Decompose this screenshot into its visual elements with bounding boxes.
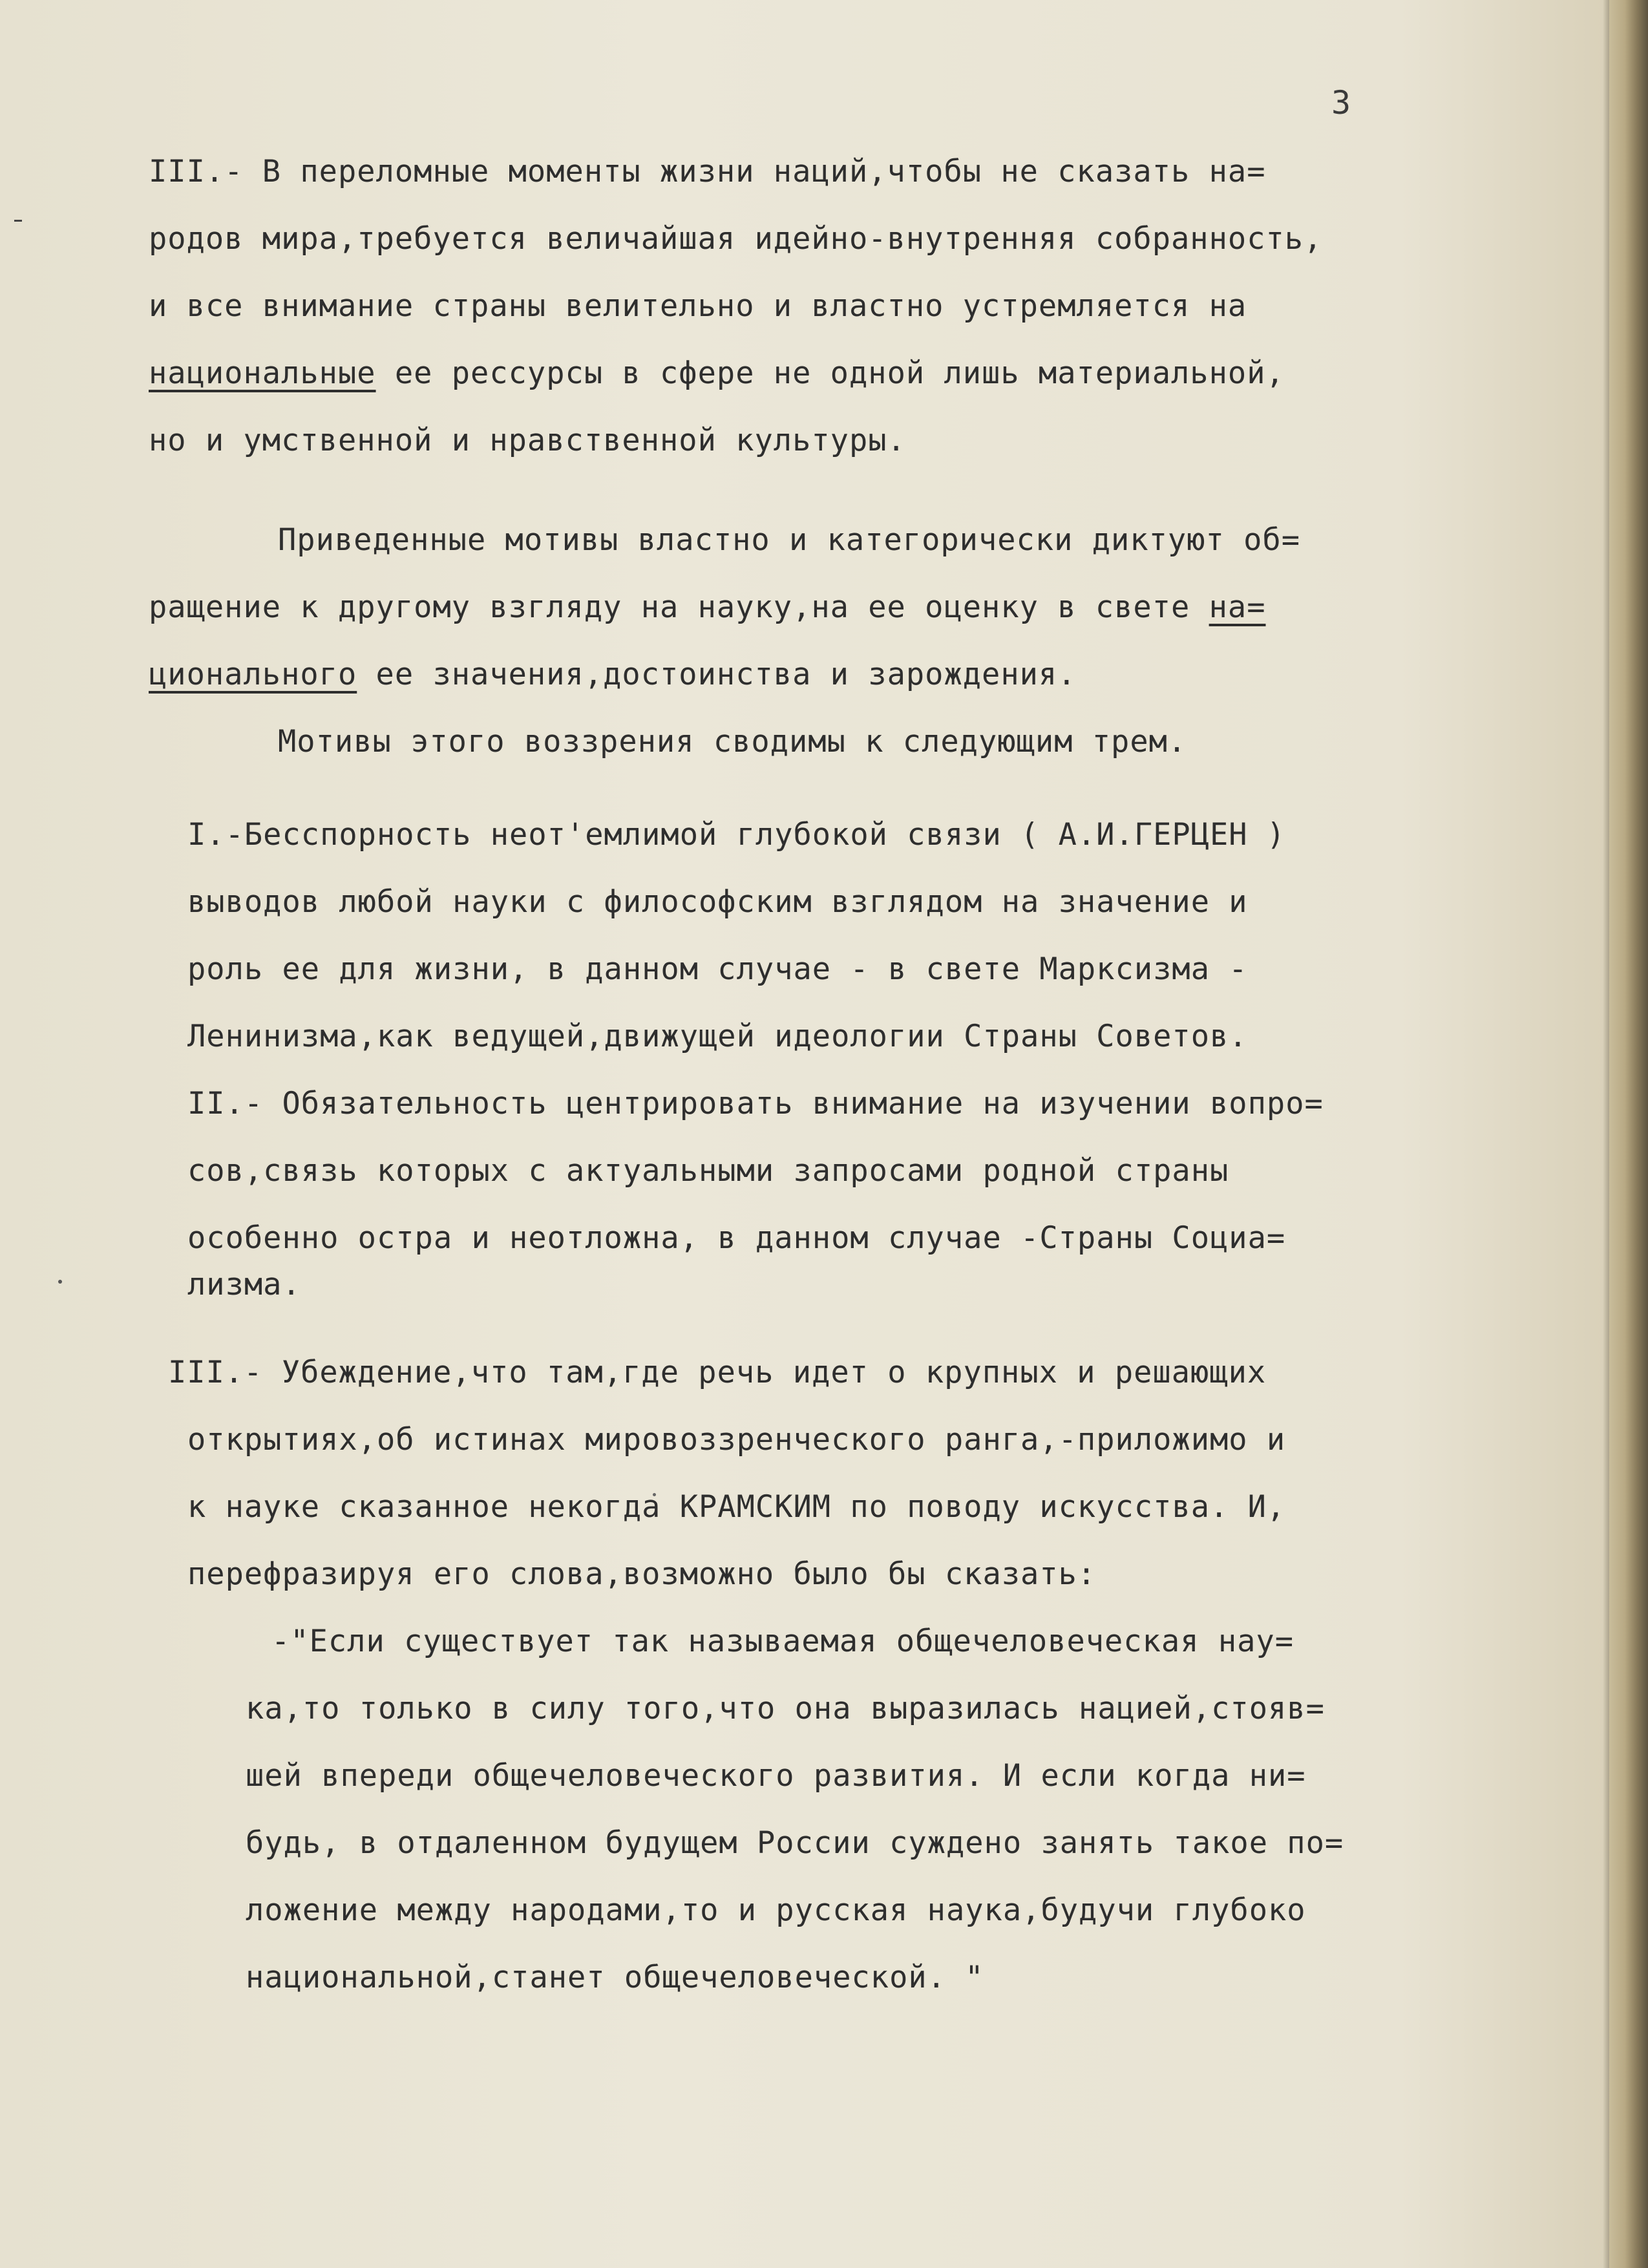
text-line: национальной,станет общечеловеческой. " (246, 1960, 984, 1995)
text-line: и все внимание страны велительно и властно устремляется на (149, 288, 1247, 324)
underlined-word: на= (1209, 589, 1266, 625)
text-line: к науке сказанное некогда КРАМСКИМ по поводу искусства. И, (187, 1489, 1286, 1525)
text-line: родов мира,требуется величайшая идейно-внутренняя собранность, (149, 221, 1323, 257)
text-line: роль ее для жизни, в данном случае - в свете Марксизма - (187, 951, 1248, 987)
text-line: II.- Обязательность центрировать внимание на изучении вопро= (187, 1086, 1324, 1121)
text-line: Приведенные мотивы властно и категорически диктуют об= (278, 522, 1301, 558)
book-binding (1609, 0, 1648, 2268)
text-line: -"Если существует так называемая общечеловеческая нау= (271, 1624, 1294, 1659)
text-line: выводов любой науки с философским взглядом на значение и (187, 884, 1248, 920)
text-line: перефразируя его слова,возможно было бы сказать: (187, 1556, 1097, 1592)
text-line: лизма. (187, 1267, 301, 1302)
page-number: 3 (1331, 84, 1351, 122)
text-line: III.- В переломные моменты жизни наций,чтобы не сказать на= (149, 154, 1266, 189)
text-line: открытиях,об истинах мировоззренческого ранга,-приложимо и (187, 1422, 1286, 1457)
text-line: ционального ее значения,достоинства и зарождения. (149, 657, 1077, 692)
text-line: но и умственной и нравственной культуры. (149, 423, 906, 458)
text-line: национальные ее рессурсы в сфере не одной лишь материальной, (149, 355, 1285, 391)
text-line: сов,связь которых с актуальными запросами родной страны (187, 1153, 1229, 1189)
underlined-word: национальные (149, 355, 376, 391)
text-line: ка,то только в силу того,что она выразилась нацией,стояв= (246, 1691, 1325, 1726)
text-line: Мотивы этого воззрения сводимы к следующим трем. (278, 724, 1187, 759)
text-line: III.- Убеждение,что там,где речь идет о крупных и решающих (168, 1355, 1267, 1390)
text-line: ращение к другому взгляду на науку,на ее оценку в свете на= (149, 589, 1266, 625)
text-line: I.-Бесспорность неот'емлимой глубокой связи ( А.И.ГЕРЦЕН ) (187, 817, 1286, 853)
text-line: ложение между народами,то и русская наука,будучи глубоко (246, 1892, 1306, 1928)
underlined-word: ционального (149, 657, 357, 692)
text-line: Ленинизма,как ведущей,движущей идеологии Страны Советов. (187, 1019, 1248, 1054)
binding-shadow (1603, 0, 1609, 2268)
text-line: шей впереди общечеловеческого развития. И если когда ни= (246, 1758, 1306, 1794)
text-line: будь, в отдаленном будущем России суждено занять такое по= (246, 1825, 1344, 1861)
text-line: особенно остра и неотложна, в данном случае -Страны Социа= (187, 1220, 1286, 1256)
